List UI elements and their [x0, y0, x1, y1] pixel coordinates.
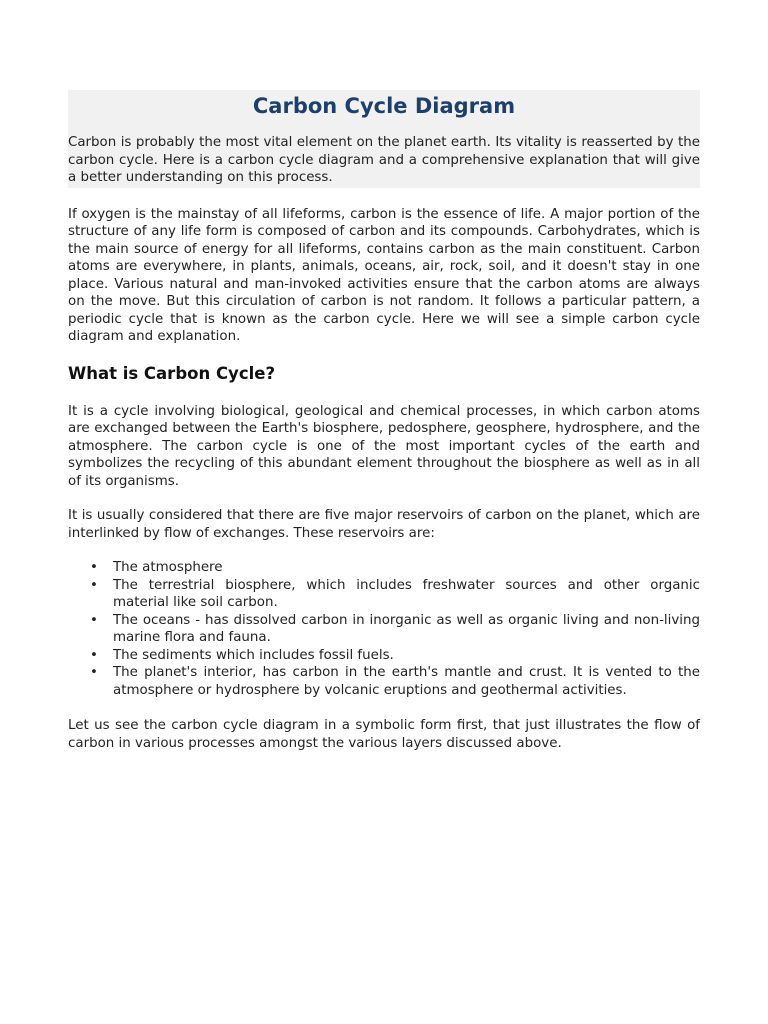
document-page	[68, 90, 700, 752]
list-item-text: The terrestrial biosphere, which includes freshwater sources and other organic material like soil carbon.	[113, 577, 700, 610]
intro-box	[68, 90, 700, 188]
paragraph-diagram-intro: Let us see the carbon cycle diagram in a symbolic form first, that just illustrates the flow of carbon in various processes amongst the various layers discussed above.	[68, 718, 700, 751]
bullet-icon: •	[90, 560, 98, 575]
section-heading: What is Carbon Cycle?	[68, 363, 276, 383]
bullet-icon: •	[90, 665, 98, 680]
list-item	[90, 559, 700, 577]
page-title: Carbon Cycle Diagram	[252, 94, 516, 118]
reservoir-list	[68, 559, 700, 699]
list-item-text: The planet's interior, has carbon in the earth's mantle and crust. It is vented to the atmosphere or hydrosphere by volcanic eruptions and geothermal activities.	[113, 665, 700, 698]
list-item-text: The oceans - has dissolved carbon in inorganic as well as organic living and non-living marine flora and fauna.	[113, 612, 700, 645]
list-item-text: The atmosphere	[113, 560, 223, 575]
bullet-icon: •	[90, 577, 98, 593]
list-item-text: The sediments which includes fossil fuels.	[113, 647, 394, 663]
list-item	[90, 612, 700, 647]
list-item	[90, 647, 700, 665]
list-item	[90, 577, 700, 612]
bullet-icon: •	[90, 647, 98, 663]
bullet-icon: •	[90, 612, 98, 628]
intro-paragraph: Carbon is probably the most vital element on the planet earth. Its vitality is reasserted by the carbon cycle. Here is a carbon cycle diagram and a comprehensive explanation that will give a better understanding on this process.	[68, 135, 700, 185]
paragraph-carbon-essence: If oxygen is the mainstay of all lifeforms, carbon is the essence of life. A major portion of the structure of any life form is composed of carbon and its compounds. Carbohydrates, which is the main source of energy for all lifeforms, contains carbon as the main constituent. Carbon atoms are everywhere, in plants, animals, oceans, air, rock, soil, and it doesn't stay in one place. Various natural and man-invoked activities ensure that the carbon atoms are always on the move. But this circulation of carbon is not random. It follows a particular pattern, a periodic cycle that is known as the carbon cycle. Here we will see a simple carbon cycle diagram and explanation.	[68, 206, 700, 344]
list-item	[90, 664, 700, 699]
paragraph-definition: It is a cycle involving biological, geological and chemical processes, in which carbon atoms are exchanged between the Earth's biosphere, pedosphere, geosphere, hydrosphere, and the atmosphere. The carbon cycle is one of the most important cycles of the earth and symbolizes the recycling of this abundant element throughout the biosphere as well as in all of its organisms.	[68, 403, 700, 489]
paragraph-reservoirs-intro: It is usually considered that there are five major reservoirs of carbon on the planet, which are interlinked by flow of exchanges. These reservoirs are:	[68, 508, 700, 541]
